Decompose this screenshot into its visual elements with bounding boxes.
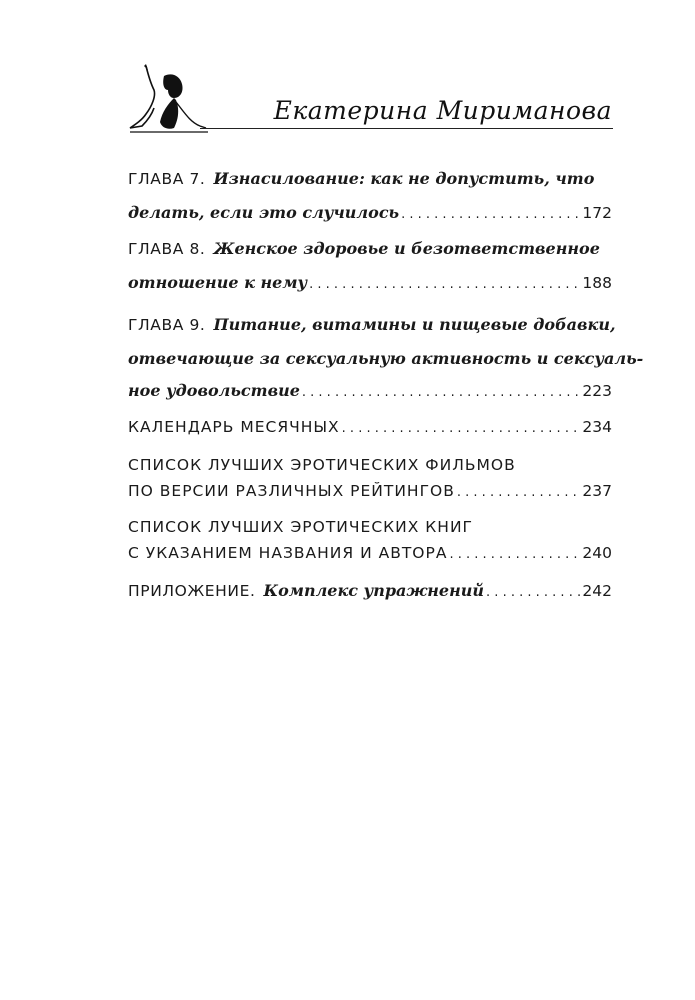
page-header — [128, 62, 612, 134]
dot-leader — [342, 414, 581, 444]
table-of-contents — [128, 162, 644, 608]
toc-entry-chapter-9 — [128, 308, 644, 408]
appendix-label: ПРИЛОЖЕНИЕ. — [128, 582, 256, 600]
woman-silhouette-icon — [128, 62, 208, 134]
page-number: 240 — [582, 544, 612, 562]
author-name: Екатерина Мириманова — [273, 96, 612, 125]
section-title: СПИСОК ЛУЧШИХ ЭРОТИЧЕСКИХ КНИГ — [128, 518, 473, 536]
toc-entry-chapter-8 — [128, 232, 612, 302]
page-number: 223 — [582, 382, 612, 400]
section-title-cont: С УКАЗАНИЕМ НАЗВАНИЯ И АВТОРА — [128, 544, 448, 562]
page-number: 234 — [582, 418, 612, 436]
toc-entry-books — [128, 514, 612, 568]
dot-leader — [449, 542, 580, 568]
page-number: 237 — [582, 482, 612, 500]
dot-leader — [457, 480, 581, 506]
dot-leader — [302, 378, 581, 408]
appendix-title: Комплекс упражнений — [263, 581, 485, 600]
chapter-title-cont: делать, если это случилось — [128, 203, 400, 222]
section-title: КАЛЕНДАРЬ МЕСЯЧНЫХ — [128, 418, 340, 436]
chapter-label: ГЛАВА 8. — [128, 240, 206, 258]
header-rule — [200, 128, 613, 129]
dot-leader — [309, 268, 580, 302]
chapter-title: Изнасилование: как не допустить, что — [213, 169, 595, 188]
toc-entry-chapter-7 — [128, 162, 612, 232]
page-number: 172 — [582, 204, 612, 222]
chapter-label: ГЛАВА 9. — [128, 316, 206, 334]
chapter-title: Питание, витамины и пищевые добавки, — [213, 315, 616, 334]
section-title-cont: ПО ВЕРСИИ РАЗЛИЧНЫХ РЕЙТИНГОВ — [128, 482, 455, 500]
toc-entry-films — [128, 452, 612, 506]
section-title: СПИСОК ЛУЧШИХ ЭРОТИЧЕСКИХ ФИЛЬМОВ — [128, 456, 516, 474]
dot-leader — [486, 578, 580, 608]
chapter-title: Женское здоровье и безответственное — [213, 239, 600, 258]
chapter-title-cont: отвечающие за сексуальную активность и сексуаль- — [128, 349, 644, 368]
chapter-label: ГЛАВА 7. — [128, 170, 206, 188]
toc-entry-calendar — [128, 412, 612, 444]
toc-entry-appendix — [128, 576, 612, 608]
chapter-title-cont: ное удовольствие — [128, 381, 300, 400]
page-number: 188 — [582, 274, 612, 292]
page-number: 242 — [582, 582, 612, 600]
chapter-title-cont: отношение к нему — [128, 273, 308, 292]
dot-leader — [401, 198, 580, 232]
